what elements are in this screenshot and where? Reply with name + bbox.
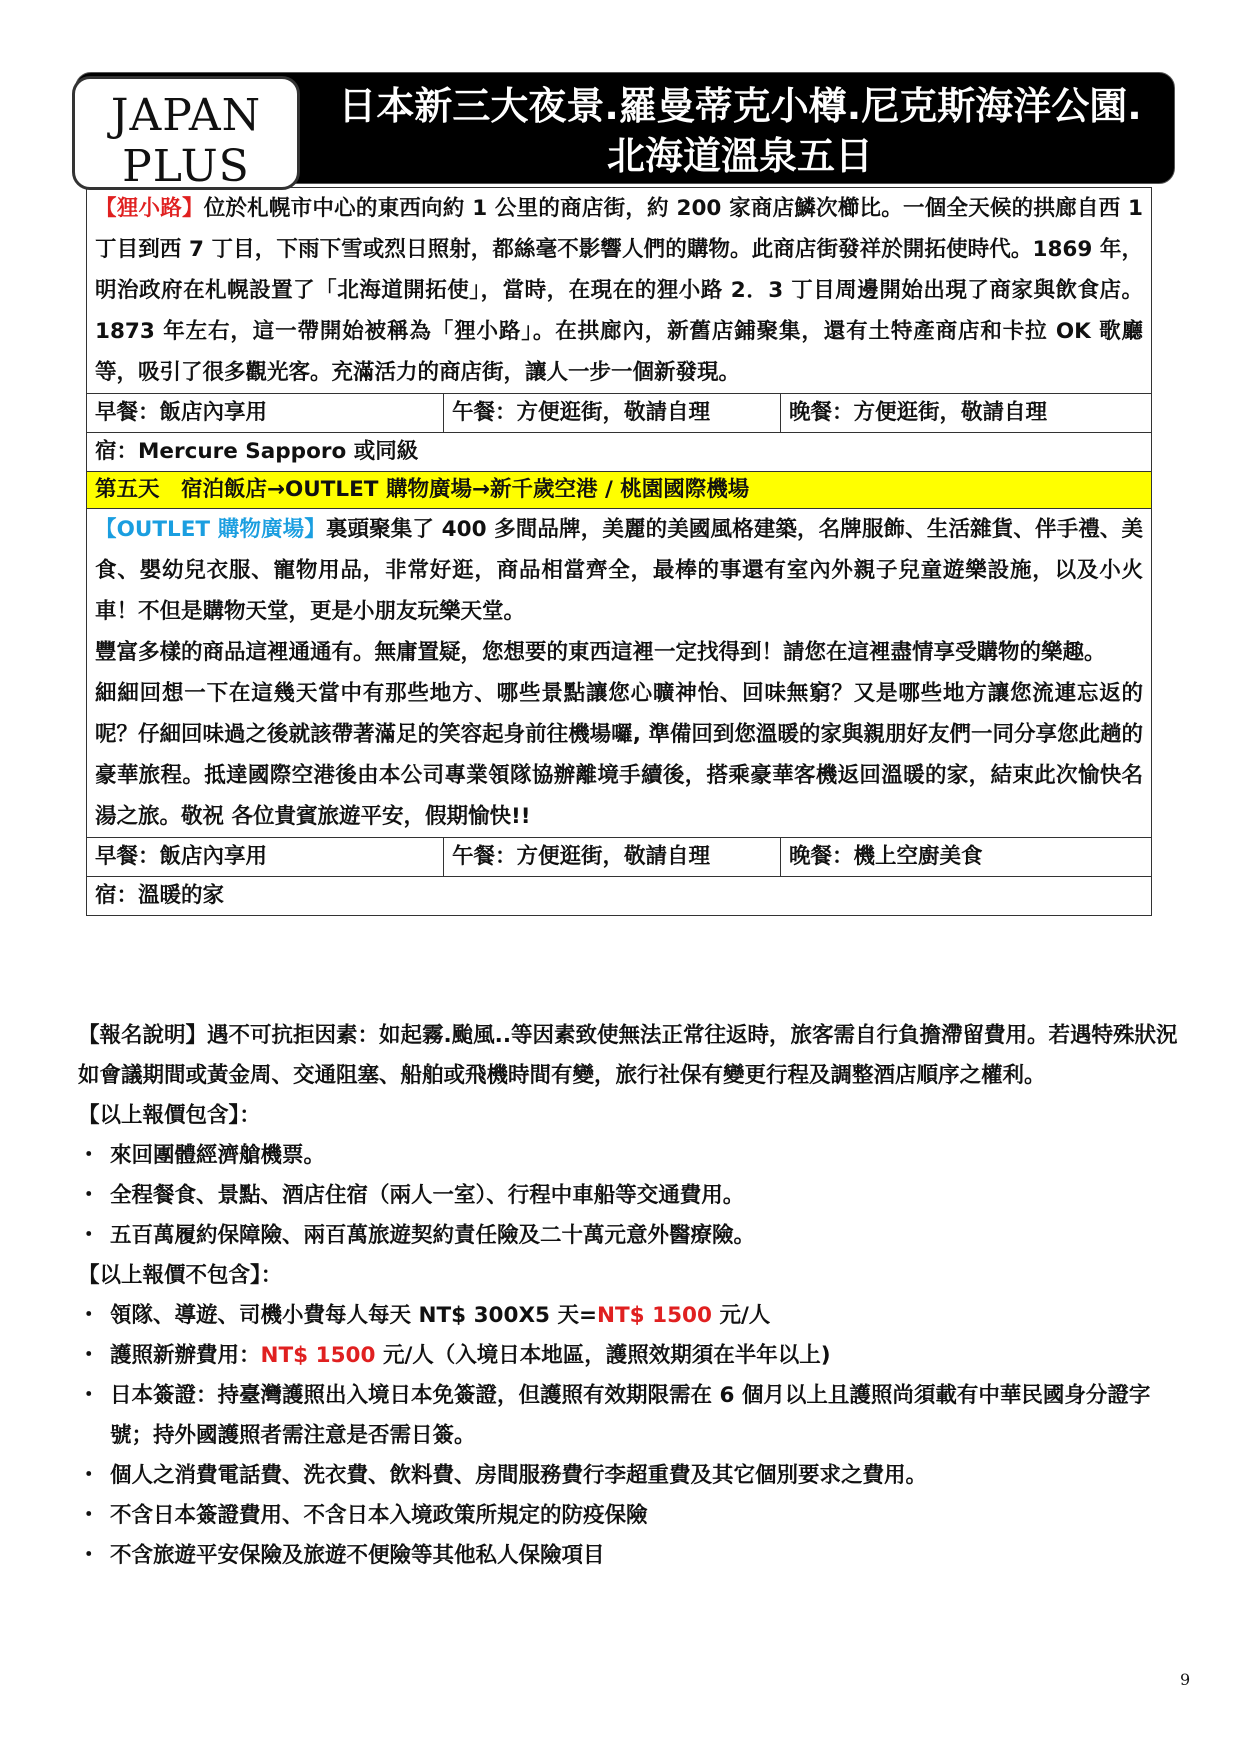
day5-hotel-row [87,877,1152,916]
day4-description-row [87,188,1152,394]
excludes-item-passport [78,1336,1188,1376]
header-banner [72,72,1175,189]
farewell-paragraph: 細細回想一下在這幾天當中有那些地方、哪些景點讓您心曠神怡、回味無窮？又是哪些地方讓您流連忘返的呢？仔細回味過之後就該帶著滿足的笑容起身前往機場囉, 準備回到您溫暖的家與親朋好友們一同分享您此趟的豪華旅程。抵達國際空港後由本公司專業領隊協辦離境手續後，搭乘豪華客機返回溫暖的家，結束此次愉快名湯之旅。敬祝 各位貴賓旅遊平安，假期愉快!! [95,681,1144,829]
day5-lunch: 午餐：方便逛街，敬請自理 [444,838,781,877]
day4-dinner: 晚餐：方便逛街，敬請自理 [781,394,1152,433]
includes-title: 【以上報價包含】： [78,1103,261,1128]
tanuki-text: 位於札幌市中心的東西向約 1 公里的商店街，約 200 家商店鱗次櫛比。一個全天候的拱廊自西 1 丁目到西 7 丁目，下雨下雪或烈日照射，都絲毫不影響人們的購物。此商店街發祥於開拓使時代。1869 年，明治政府在札幌設置了「北海道開拓使」，當時，在現在的狸小路 2．3 丁目周邊開始出現了商家與飲食店。1873 年左右，這一帶開始被稱為「狸小路」。在拱廊內，新舊店鋪聚集，還有土特產商店和卡拉 OK 歌廳等，吸引了很多觀光客。充滿活力的商店街，讓人一步一個新發現。 [95,196,1144,385]
itinerary-table [86,187,1152,916]
registration-note: 【報名說明】遇不可抗拒因素：如起霧.颱風..等因素致使無法正常往返時，旅客需自行負擔滯留費用。若遇特殊狀況如會議期間或黃金周、交通阻塞、船舶或飛機時間有變，旅行社保有變更行程及調整酒店順序之權利。 [78,1023,1178,1088]
passport-suffix: 元/人（入境日本地區，護照效期須在半年以上) [375,1343,831,1368]
day5-description-row [87,509,1152,838]
day4-meals-row [87,394,1152,433]
day4-hotel-row [87,433,1152,472]
outlet-text: 裏頭聚集了 400 多間品牌，美麗的美國風格建築，名牌服飾、生活雜貨、伴手禮、美食、嬰幼兒衣服、寵物用品，非常好逛，商品相當齊全，最棒的事還有室內外親子兒童遊樂設施，以及小火車！不但是購物天堂，更是小朋友玩樂天堂。 [95,517,1144,624]
tanuki-label: 【狸小路】 [95,196,204,221]
excludes-list [78,1296,1188,1576]
tip-amount: NT$ 1500 [597,1303,712,1328]
brand-logo [72,76,300,190]
passport-prefix: 護照新辦費用： [110,1343,261,1368]
tip-prefix: 領隊、導遊、司機小費每人每天 NT$ 300X5 天= [110,1303,598,1328]
tip-suffix: 元/人 [711,1303,771,1328]
brand-line2: PLUS [122,141,250,190]
day5-heading-row [87,472,1152,509]
excludes-item: ・ 不含旅遊平安保險及旅遊不便險等其他私人保險項目 [78,1536,1188,1576]
outlet-label: 【OUTLET 購物廣場】 [95,517,326,542]
excludes-item: ・ 個人之消費電話費、洗衣費、飲料費、房間服務費行李超重費及其它個別要求之費用。 [78,1456,1188,1496]
brand-line1: JAPAN [110,90,262,141]
day4-lunch: 午餐：方便逛街，敬請自理 [444,394,781,433]
includes-item: ・ 全程餐食、景點、酒店住宿（兩人一室）、行程中車船等交通費用。 [78,1176,1188,1216]
day5-meals-row [87,838,1152,877]
excludes-item: ・ 不含日本簽證費用、不含日本入境政策所規定的防疫保險 [78,1496,1188,1536]
day5-breakfast: 早餐：飯店內享用 [87,838,444,877]
excludes-item: ・ 日本簽證：持臺灣護照出入境日本免簽證，但護照有效期限需在 6 個月以上且護照尚須載有中華民國身分證字號；持外國護照者需注意是否需日簽。 [78,1376,1188,1456]
passport-amount: NT$ 1500 [260,1343,376,1368]
includes-list [78,1136,1188,1256]
includes-item: ・ 來回團體經濟艙機票。 [78,1136,1188,1176]
title-line2: 北海道溫泉五日 [606,134,873,178]
day5-heading: 第五天 宿泊飯店→OUTLET 購物廣場→新千歲空港 / 桃園國際機場 [87,472,1152,509]
shopping-paragraph: 豐富多樣的商品這裡通通有。無庸置疑，您想要的東西這裡一定找得到！請您在這裡盡情享受購物的樂趣。 [95,640,1106,665]
includes-item: ・ 五百萬履約保障險、兩百萬旅遊契約責任險及二十萬元意外醫療險。 [78,1216,1188,1256]
day5-dinner: 晚餐：機上空廚美食 [781,838,1152,877]
tanuki-paragraph [87,188,1152,394]
notes-section [78,1016,1188,1576]
outlet-paragraph [95,509,1143,632]
page-title [310,78,1170,184]
title-line1: 日本新三大夜景.羅曼蒂克小樽.尼克斯海洋公園. [338,84,1142,128]
excludes-item-tips [78,1296,1188,1336]
page-number: 9 [1180,1670,1191,1689]
day4-breakfast: 早餐：飯店內享用 [87,394,444,433]
excludes-title: 【以上報價不包含】： [78,1263,283,1288]
day5-hotel: 宿：溫暖的家 [87,877,1152,916]
day5-description [87,509,1152,838]
day4-hotel: 宿：Mercure Sapporo 或同級 [87,433,1152,472]
